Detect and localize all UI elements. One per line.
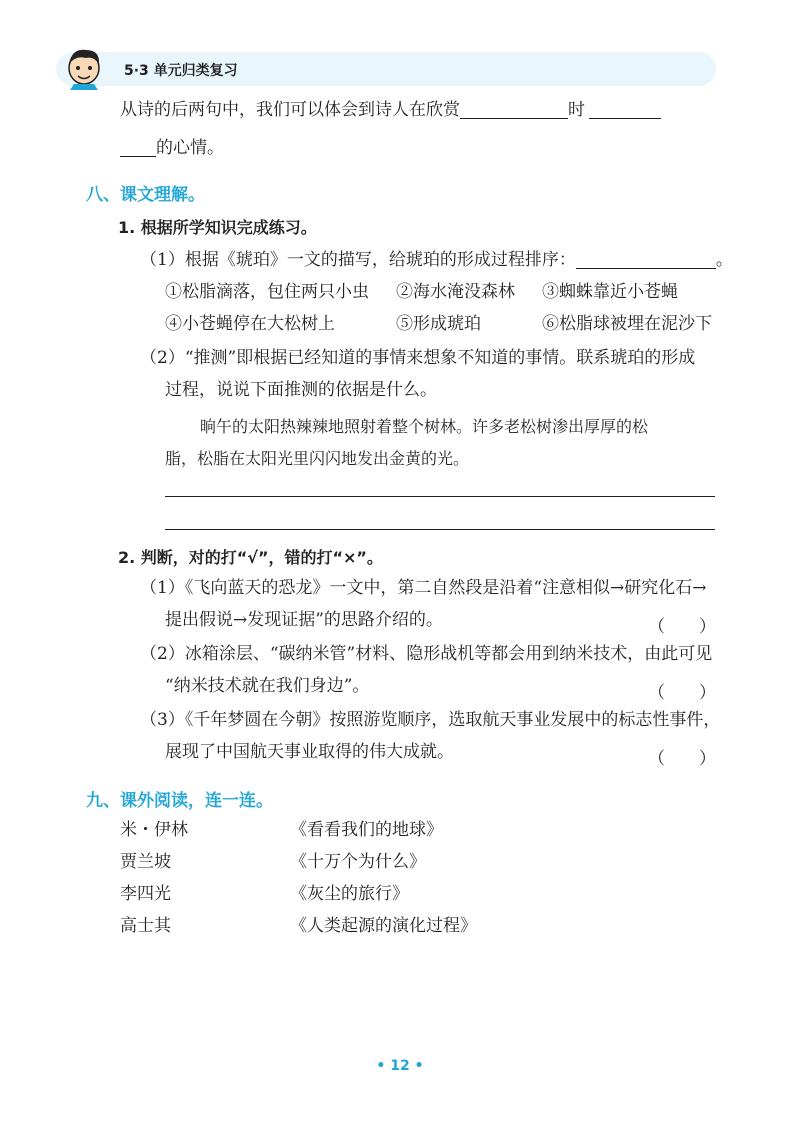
- question-2-title: 2. 判断，对的打“√”，错的打“×”。: [118, 548, 383, 567]
- passage-line-2: 脂，松脂在太阳光里闪闪地发出金黄的光。: [165, 449, 470, 468]
- page-number: • 12 •: [376, 1058, 424, 1074]
- q1-sub1-text: （1）根据《琥珀》一文的描写，给琥珀的形成过程排序：: [140, 250, 576, 270]
- section-9-title: 九、课外阅读，连一连。: [86, 791, 273, 811]
- intro-text: 从诗的后两句中，我们可以体会到诗人在欣赏: [120, 100, 460, 120]
- answer-line[interactable]: [165, 496, 715, 497]
- judge-item-1-line-1: （1）《飞向蓝天的恐龙》一文中，第二自然段是沿着“注意相似→研究化石→: [140, 578, 707, 598]
- q1-sub2-line-2: 过程，说说下面推测的依据是什么。: [165, 380, 437, 400]
- header-bar: [56, 52, 716, 86]
- question-1-title: 1. 根据所学知识完成练习。: [118, 218, 317, 237]
- header-title: 5·3 单元归类复习: [124, 63, 238, 79]
- author-1[interactable]: 米・伊林: [120, 820, 188, 840]
- judge-answer-box-3[interactable]: （ ）: [648, 749, 716, 769]
- book-2[interactable]: 《十万个为什么》: [290, 852, 426, 872]
- answer-line[interactable]: [165, 529, 715, 530]
- judge-answer-box-2[interactable]: （ ）: [648, 683, 716, 703]
- intro-end-text: 的心情。: [156, 138, 224, 158]
- book-3[interactable]: 《灰尘的旅行》: [290, 884, 409, 904]
- intro-line-2: [120, 140, 224, 157]
- q1-sub1: [140, 252, 733, 269]
- author-2[interactable]: 贾兰坡: [120, 852, 171, 872]
- option-6: ⑥松脂球被埋在泥沙下: [542, 314, 712, 334]
- judge-item-1-line-2: 提出假说→发现证据”的思路介绍的。: [165, 610, 443, 630]
- answer-blank[interactable]: [120, 140, 156, 157]
- answer-blank[interactable]: [460, 102, 568, 119]
- judge-answer-box-1[interactable]: （ ）: [648, 617, 716, 637]
- intro-mid-text: 时: [568, 100, 585, 120]
- option-3: ③蜘蛛靠近小苍蝇: [542, 282, 678, 302]
- intro-line-1: [120, 102, 661, 119]
- book-4[interactable]: 《人类起源的演化过程》: [290, 916, 477, 936]
- order-answer-blank[interactable]: [576, 252, 716, 269]
- option-1: ①松脂滴落，包住两只小虫: [165, 282, 369, 302]
- author-4[interactable]: 高士其: [120, 916, 171, 936]
- section-8-title: 八、课文理解。: [86, 185, 205, 205]
- passage-line-1: 晌午的太阳热辣辣地照射着整个树林。许多老松树渗出厚厚的松: [200, 417, 649, 436]
- answer-blank[interactable]: [589, 102, 661, 119]
- option-2: ②海水淹没森林: [396, 282, 515, 302]
- option-4: ④小苍蝇停在大松树上: [165, 314, 335, 334]
- q1-sub2-line-1: （2）“推测”即根据已经知道的事情来想象不知道的事情。联系琥珀的形成: [140, 348, 696, 368]
- judge-item-3-line-2: 展现了中国航天事业取得的伟大成就。: [165, 742, 454, 762]
- option-5: ⑤形成琥珀: [396, 314, 481, 334]
- judge-item-2-line-2: “纳米技术就在我们身边”。: [165, 676, 370, 696]
- author-3[interactable]: 李四光: [120, 884, 171, 904]
- judge-item-2-line-1: （2）冰箱涂层、“碳纳米管”材料、隐形战机等都会用到纳米技术，由此可见: [140, 644, 713, 664]
- book-1[interactable]: 《看看我们的地球》: [290, 820, 443, 840]
- judge-item-3-line-1: （3）《千年梦圆在今朝》按照游览顺序，选取航天事业发展中的标志性事件，: [140, 710, 721, 730]
- q1-sub1-end: 。: [715, 250, 733, 270]
- mascot-icon: [64, 46, 104, 90]
